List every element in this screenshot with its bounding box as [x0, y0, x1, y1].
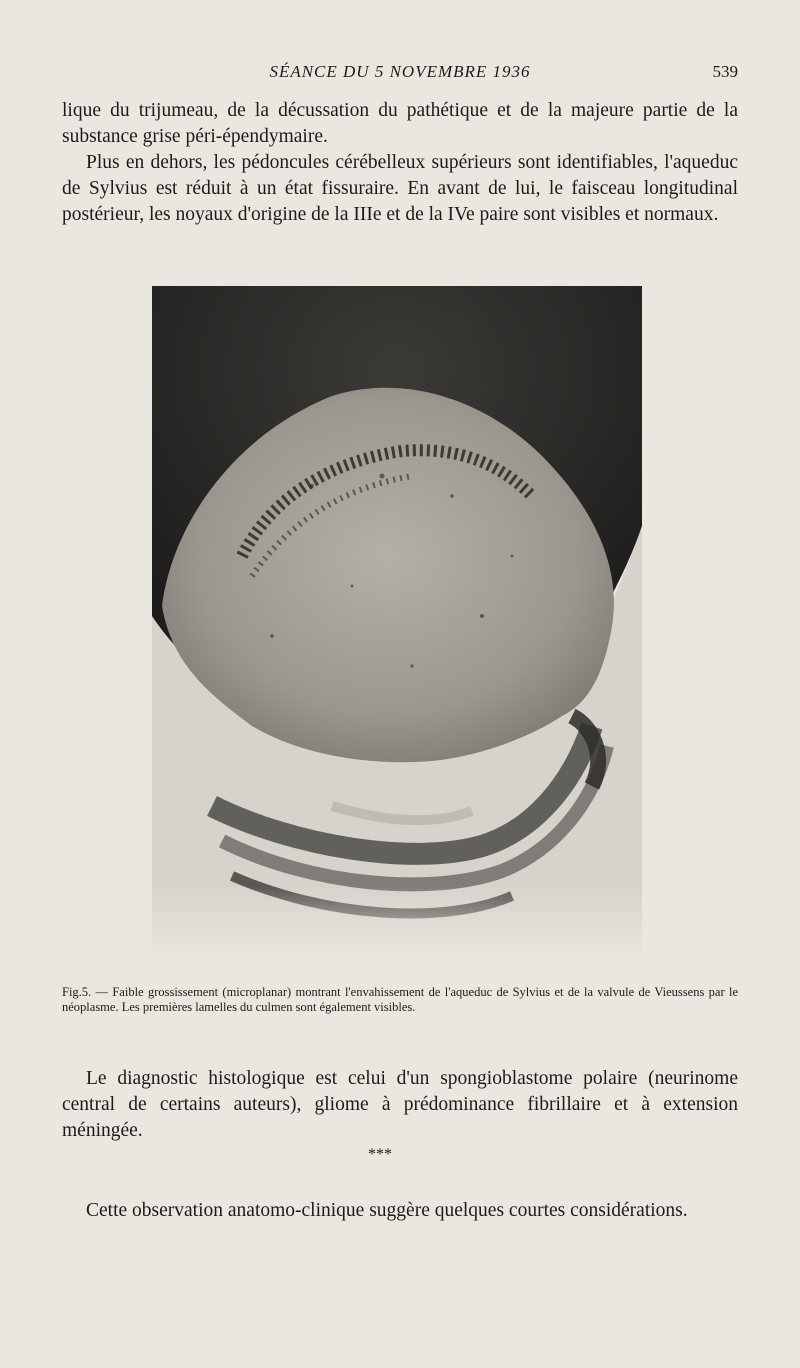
page-number: 539: [712, 62, 738, 81]
paragraph-4: Cette observation anatomo-clinique suggère quelques courtes considérations.: [86, 1200, 688, 1221]
figure-caption: Fig.5. — Faible grossissement (microplanar) montrant l'envahissement de l'aqueduc de Sylvius et de la valvule de Vieussens par le néoplasme. Les premières lamelles du culmen sont également visibles.: [62, 985, 738, 1014]
paragraph-2: Plus en dehors, les pédoncules cérébelleux supérieurs sont identifiables, l'aqueduc de Sylvius est réduit à un état fissuraire. En avant de lui, le faisceau longitudinal postérieur, les noyaux d'origine de la IIIe et de la IVe paire sont visibles et normaux.: [62, 152, 738, 225]
histology-micrograph: [152, 286, 642, 962]
header-title: SÉANCE DU 5 NOVEMBRE 1936: [269, 62, 531, 81]
section-asterism: ***: [368, 1146, 392, 1163]
running-header: [62, 62, 738, 86]
paragraph-1: lique du trijumeau, de la décussation du pathétique et de la majeure partie de la substance grise péri-épendymaire.: [62, 100, 738, 147]
micrograph-image: [152, 286, 642, 962]
paragraph-3: Le diagnostic histologique est celui d'un spongioblastome polaire (neurinome central de certains auteurs), gliome à prédominance fibrillaire et à extension méningée.: [62, 1068, 738, 1141]
